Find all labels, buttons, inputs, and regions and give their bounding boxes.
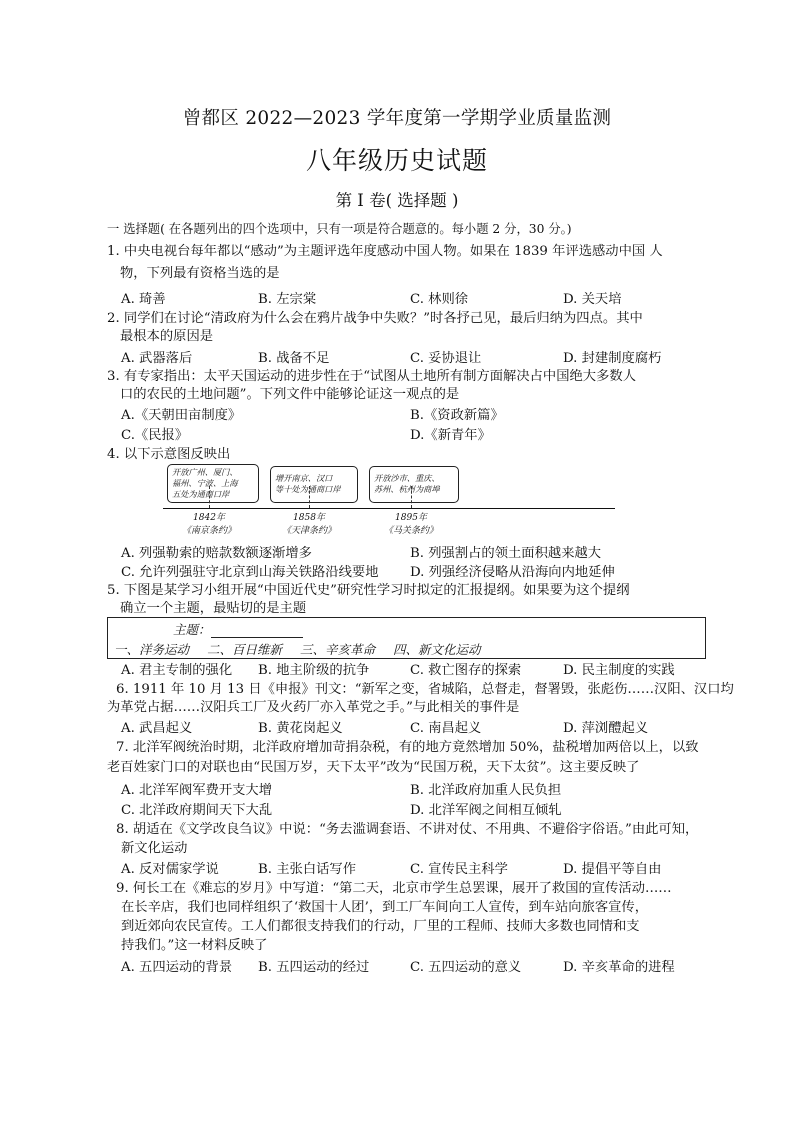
q1-stem-line1: 1. 中央电视台每年都以“感动”为主题评选年度感动中国人物。如果在 1839 年评选感动中国 人 (107, 244, 663, 259)
q2-option-a[interactable]: A. 武器落后 (121, 351, 193, 366)
q6-option-a[interactable]: A. 武昌起义 (121, 721, 193, 736)
outline-theme-label: 主题： (173, 622, 211, 637)
q3-option-b[interactable]: B.《资政新篇》 (410, 408, 504, 423)
timeline-box-1842 (167, 464, 259, 503)
q9-stem-line2: 在长辛店，我们也同样组织了‘救国十人团’，到工厂车间向工人宣传，到车站向旅客宣传， (121, 900, 649, 915)
q8-stem-line2: 新文化运动 (121, 841, 188, 856)
outline-theme-blank (211, 625, 303, 638)
q8-option-c[interactable]: C. 宣传民主科学 (410, 862, 508, 877)
q9-stem-line1: 9. 何长工在《难忘的岁月》中写道：“第二天，北京市学生总罢课，展开了救国的宣传活动…… (116, 881, 672, 896)
q3-option-d[interactable]: D.《新青年》 (410, 428, 491, 443)
q7-stem-line2: 老百姓家门口的对联也由“民国万岁，天下太平”改为“民国万税，天下太贫”。这主要反映了 (107, 760, 640, 775)
q2-stem-line1: 2. 同学们在讨论“清政府为什么会在鸦片战争中失败？”时各抒己见，最后归纳为四点。其中 (107, 311, 643, 326)
q7-option-d[interactable]: D. 北洋军阀之间相互倾轧 (410, 803, 562, 818)
q7-option-c[interactable]: C. 北洋政府期间天下大乱 (121, 803, 273, 818)
q2-option-c[interactable]: C. 妥协退让 (410, 351, 482, 366)
timeline-tick-1842 (209, 486, 210, 508)
timeline-tick-1858 (309, 486, 310, 508)
q8-stem-line1: 8. 胡适在《文学改良刍议》中说：“务去滥调套语、不讲对仗、不用典、不避俗字俗语。”由此可知， (116, 822, 699, 837)
q4-option-d[interactable]: D. 列强经济侵略从沿海向内地延伸 (410, 565, 615, 580)
q9-option-b[interactable]: B. 五四运动的经过 (258, 960, 370, 975)
timeline-box-1842-line1: 开放广州、厦门、 (172, 467, 238, 477)
q9-stem-line4: 持我们。”这一材料反映了 (121, 938, 268, 953)
q3-stem-line2: 口的农民的土地问题”。下列文件中能够论证这一观点的是 (120, 387, 460, 402)
outline-item-1: 一、洋务运动 (114, 642, 190, 657)
q4-option-a[interactable]: A. 列强勒索的赔款数额逐渐增多 (121, 546, 312, 561)
instructions: 一 选择题( 在各题列出的四个选项中，只有一项是符合题意的。每小题 2 分，30 分。) (107, 222, 572, 236)
outline-item-4: 四、新文化运动 (393, 642, 481, 657)
q9-option-a[interactable]: A. 五四运动的背景 (121, 960, 233, 975)
q3-stem-line1: 3. 有专家指出：太平天国运动的进步性在于“试图从土地所有制方面解决占中国绝大多数人 (107, 369, 636, 384)
q9-stem-line3: 到近郊向农民宣传。工人们都很支持我们的行动，厂里的工程师、技师大多数也同情和支 (121, 919, 640, 934)
timeline-year-1895-year: 1895年 (395, 513, 427, 523)
q7-option-b[interactable]: B. 北洋政府加重人民负担 (410, 783, 562, 798)
q3-option-a[interactable]: A.《天朝田亩制度》 (121, 408, 242, 423)
q1-option-c[interactable]: C. 林则徐 (410, 292, 469, 307)
q9-option-d[interactable]: D. 辛亥革命的进程 (563, 960, 675, 975)
timeline-year-1895-treaty: 《马关条约》 (383, 526, 438, 536)
q5-option-c[interactable]: C. 救亡图存的探索 (410, 663, 522, 678)
q6-option-d[interactable]: D. 萍浏醴起义 (563, 721, 649, 736)
exam-title: 曾都区 2022—2023 学年度第一学期学业质量监测 (182, 108, 612, 129)
q5-option-b[interactable]: B. 地主阶级的抗争 (258, 663, 370, 678)
q7-stem-line1: 7. 北洋军阀统治时期，北洋政府增加苛捐杂税，有的地方竟然增加 50%，盐税增加两倍以上，以致 (116, 740, 699, 755)
q1-option-b[interactable]: B. 左宗棠 (258, 292, 317, 307)
outline-item-3: 三、辛亥革命 (300, 642, 376, 657)
timeline-box-1842-line3: 五处为通商口岸 (172, 489, 230, 499)
q8-option-a[interactable]: A. 反对儒家学说 (121, 862, 219, 877)
timeline-year-1858-year: 1858年 (293, 513, 325, 523)
q6-stem-line1: 6. 1911 年 10 月 13 日《申报》刊文：“新军之变，省城陷，总督走，督署毁，张彪伤……汉阳、汉口均 (116, 682, 734, 697)
q4-option-c[interactable]: C. 允许列强驻守北京到山海关铁路沿线要地 (121, 565, 379, 580)
q5-outline-box (107, 617, 706, 659)
q1-option-d[interactable]: D. 关天培 (563, 292, 622, 307)
outline-theme-row (173, 620, 303, 638)
q8-option-d[interactable]: D. 提倡平等自由 (563, 862, 662, 877)
outline-items (114, 640, 481, 658)
section-title: 第 I 卷( 选择题 ) (335, 191, 459, 210)
q2-option-b[interactable]: B. 战备不足 (258, 351, 330, 366)
timeline-year-1895 (366, 510, 456, 536)
q1-option-a[interactable]: A. 琦善 (121, 292, 166, 307)
timeline-box-1858-line1: 增开南京、汉口 (275, 473, 333, 483)
timeline-year-1858 (264, 510, 354, 536)
timeline-year-1842 (164, 510, 254, 536)
q5-option-a[interactable]: A. 君主专制的强化 (121, 663, 233, 678)
timeline-box-1895-line2: 苏州、杭州为商埠 (374, 484, 440, 494)
q2-stem-line2: 最根本的原因是 (120, 329, 214, 344)
q6-option-b[interactable]: B. 黄花岗起义 (258, 721, 343, 736)
q2-option-d[interactable]: D. 封建制度腐朽 (563, 351, 662, 366)
timeline-year-1842-year: 1842年 (193, 513, 225, 523)
q1-stem-line2: 物，下列最有资格当选的是 (120, 266, 280, 281)
timeline-box-1858-line2: 等十处为通商口岸 (275, 484, 341, 494)
q7-option-a[interactable]: A. 北洋军阀军费开支大增 (121, 783, 273, 798)
q4-option-b[interactable]: B. 列强割占的领土面积越来越大 (410, 546, 602, 561)
q6-option-c[interactable]: C. 南昌起义 (410, 721, 482, 736)
timeline-box-1842-line2: 福州、宁波、上海 (172, 478, 238, 488)
q4-stem-line1: 4. 以下示意图反映出 (107, 447, 231, 462)
q3-option-c[interactable]: C.《民报》 (121, 428, 189, 443)
timeline-tick-1895 (411, 486, 412, 508)
timeline-year-1858-treaty: 《天津条约》 (281, 526, 336, 536)
q6-stem-line2: 为革党占据……汉阳兵工厂及火药厂亦入革党之手。”与此相关的事件是 (107, 700, 520, 715)
timeline-box-1895 (369, 466, 459, 503)
timeline-year-1842-treaty: 《南京条约》 (181, 526, 236, 536)
q5-stem-line1: 5. 下图是某学习小组开展“中国近代史”研究性学习时拟定的汇报提纲。如果要为这个提纲 (107, 583, 630, 598)
timeline-axis (163, 508, 615, 509)
timeline-box-1895-line1: 开放沙市、重庆、 (374, 473, 440, 483)
timeline-box-1858 (270, 466, 358, 503)
q5-stem-line2: 确立一个主题，最贴切的是主题 (120, 601, 307, 616)
subject-title: 八年级历史试题 (305, 146, 488, 175)
outline-item-2: 二、百日维新 (207, 642, 283, 657)
q8-option-b[interactable]: B. 主张白话写作 (258, 862, 357, 877)
q9-option-c[interactable]: C. 五四运动的意义 (410, 960, 522, 975)
q5-option-d[interactable]: D. 民主制度的实践 (563, 663, 675, 678)
